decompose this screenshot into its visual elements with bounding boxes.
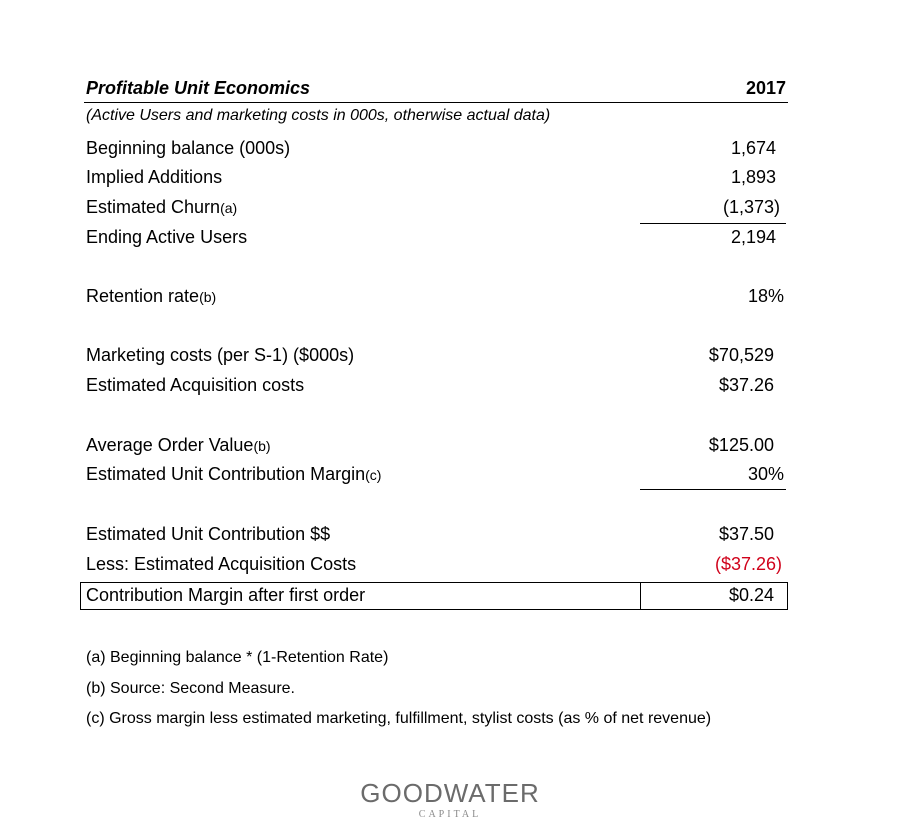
row-marketing-value: $70,529	[708, 345, 774, 365]
row-less-acquisition-label: Less: Estimated Acquisition Costs	[86, 554, 357, 574]
ucm-subtotal-rule	[640, 489, 786, 490]
row-ending-label: Ending Active Users	[86, 227, 248, 247]
row-aov-label	[86, 435, 271, 456]
row-retention-label	[86, 286, 216, 307]
churn-label-text: Estimated Churn	[86, 197, 221, 217]
year-header: 2017	[745, 78, 786, 98]
units-note: (Active Users and marketing costs in 000s, otherwise actual data)	[86, 107, 551, 124]
row-unit-contribution-value: $37.50	[718, 524, 774, 544]
footnote-b: (b) Source: Second Measure.	[86, 680, 295, 697]
row-beginning-value: 1,674	[730, 138, 776, 158]
footnote-a: (a) Beginning balance * (1-Retention Rate)	[86, 649, 389, 666]
row-churn-label	[86, 197, 237, 218]
goodwater-logo: GOODWATER	[360, 778, 540, 808]
table-title: Profitable Unit Economics	[86, 78, 311, 98]
row-cm-first-value: $0.24	[728, 585, 774, 605]
row-cm-first-label: Contribution Margin after first order	[86, 585, 366, 605]
row-ending-value: 2,194	[730, 227, 776, 247]
row-less-acquisition-value: ($37.26)	[714, 554, 782, 574]
row-acquisition-value: $37.26	[718, 375, 774, 395]
ucm-label-text: Estimated Unit Contribution Margin	[86, 464, 366, 484]
row-acquisition-label: Estimated Acquisition costs	[86, 375, 305, 395]
row-aov-value: $125.00	[708, 435, 774, 455]
churn-subtotal-rule	[640, 223, 786, 224]
row-unit-contribution-label: Estimated Unit Contribution $$	[86, 524, 331, 544]
row-ucm-value: 30%	[747, 464, 784, 484]
row-additions-label: Implied Additions	[86, 167, 223, 187]
aov-label-text: Average Order Value	[86, 435, 254, 455]
row-marketing-label: Marketing costs (per S-1) ($000s)	[86, 345, 355, 365]
aov-footnote-ref: (b)	[253, 438, 271, 454]
ucm-footnote-ref: (c)	[365, 467, 382, 483]
churn-footnote-ref: (a)	[220, 200, 238, 216]
row-churn-value: (1,373)	[722, 197, 780, 217]
row-beginning-label: Beginning balance (000s)	[86, 138, 291, 158]
goodwater-logo-sub: CAPITAL	[418, 809, 482, 820]
row-additions-value: 1,893	[730, 167, 776, 187]
retention-label-text: Retention rate	[86, 286, 200, 306]
retention-footnote-ref: (b)	[199, 289, 217, 305]
header-rule	[84, 102, 788, 103]
row-ucm-label	[86, 464, 381, 485]
row-retention-value: 18%	[747, 286, 784, 306]
footnote-c: (c) Gross margin less estimated marketing, fulfillment, stylist costs (as % of net revenue)	[86, 710, 712, 727]
